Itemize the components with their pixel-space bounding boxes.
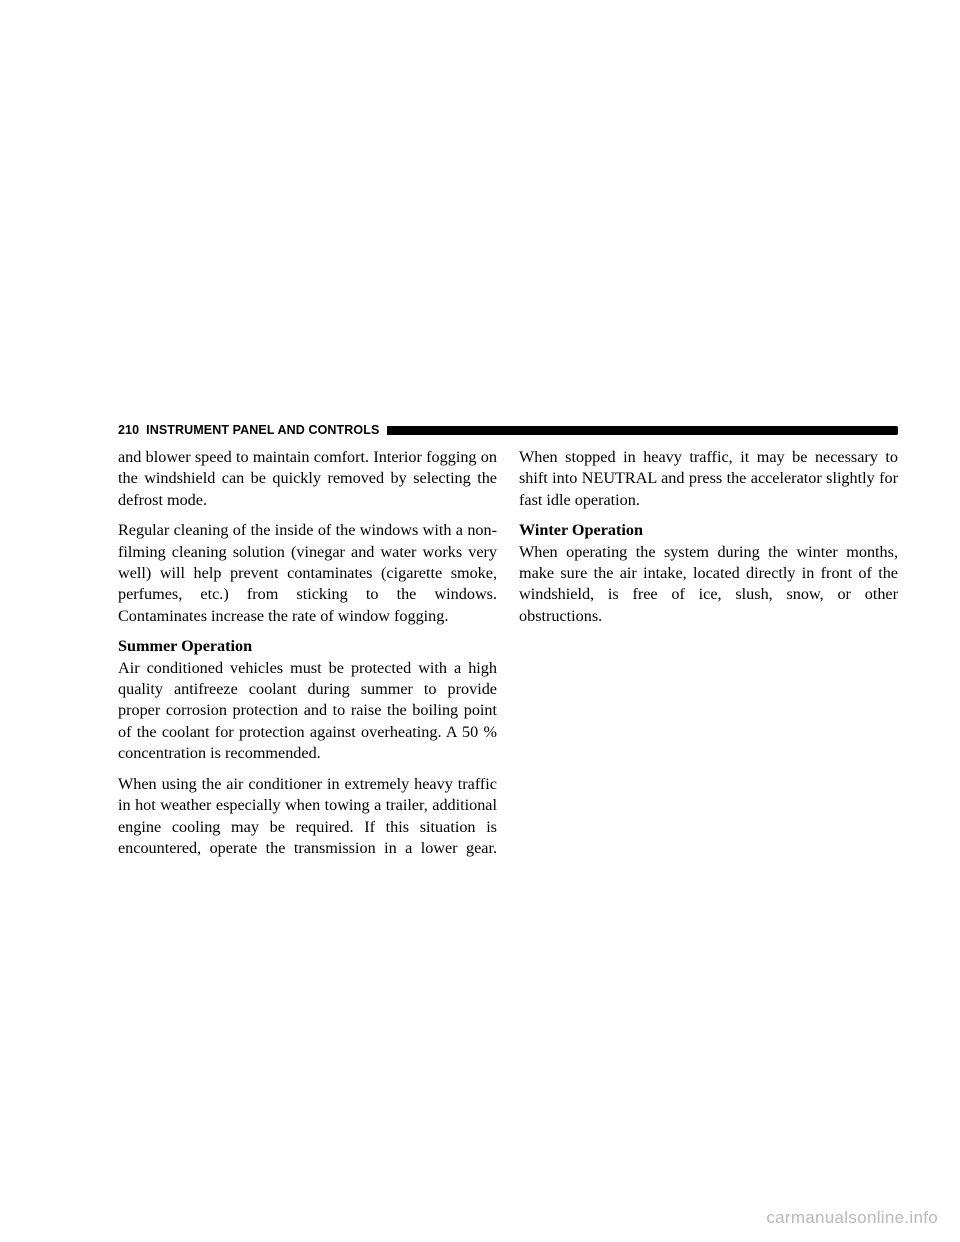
- page-header: [118, 422, 898, 438]
- section-title: INSTRUMENT PANEL AND CONTROLS: [146, 423, 380, 437]
- right-column: [519, 447, 898, 636]
- winter-operation-heading: Winter Operation: [519, 521, 643, 540]
- paragraph-interior-fogging: and blower speed to maintain comfort. Interior fogging on the windshield can be quickly removed by selecting the defrost mode.: [118, 448, 497, 509]
- paragraph-antifreeze: Air conditioned vehicles must be protected with a high quality antifreeze coolant during summer to provide proper corrosion protection and to raise the boiling point of the coolant for protection against overheating. A 50 % concentration is recommended.: [118, 658, 497, 763]
- summer-operation-heading: Summer Operation: [118, 637, 253, 656]
- winter-operation-section: [519, 520, 898, 627]
- paragraph-window-cleaning: Regular cleaning of the inside of the windows with a non-filming cleaning solution (vinegar and water works very well) will help prevent contaminates (cigarette smoke, perfumes, etc.) from sticking to the windows. Contaminates increase the rate of window fogging.: [118, 521, 497, 625]
- paragraph-neutral-idle: When stopped in heavy traffic, it may be necessary to shift into NEUTRAL and press the accelerator slightly for fast idle operation.: [519, 448, 898, 509]
- summer-operation-section: [118, 636, 497, 764]
- left-column: [118, 447, 497, 868]
- page-number: 210: [118, 423, 140, 437]
- header-rule: [387, 426, 898, 435]
- paragraph-heavy-traffic: When using the air conditioner in extremely heavy traffic in hot weather especially when towing a trailer, additional engine cooling may be required. If this situation is encountered, operate the transmission in a lower gear.: [118, 774, 497, 857]
- paragraph-air-intake: When operating the system during the winter months, make sure the air intake, located directly in front of the windshield, is free of ice, slush, snow, or other obstructions.: [519, 542, 898, 625]
- watermark: carmanualsonline.info: [766, 1208, 938, 1227]
